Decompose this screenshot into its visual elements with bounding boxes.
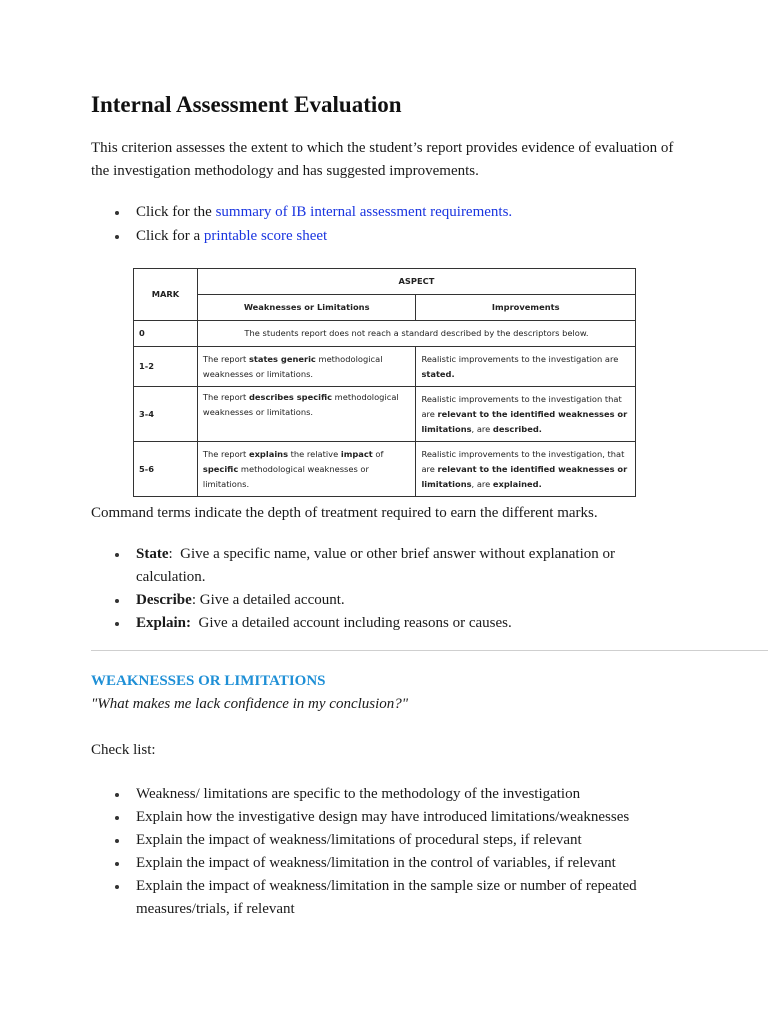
text-run: methodological weaknesses or limitations. — [202, 392, 399, 417]
text-run: Realistic improvements to the investigation that are — [421, 393, 622, 419]
weakness-descriptor-cell — [197, 442, 416, 497]
link-prefix: Click for a — [136, 228, 204, 244]
mark-header: MARK — [134, 269, 198, 321]
command-term: Explain: — [136, 615, 192, 631]
weaknesses-column-header: Weaknesses or Limitations — [197, 295, 416, 321]
guiding-question: "What makes me lack confidence in my conclusion?" — [91, 696, 409, 712]
improvement-descriptor-cell — [416, 387, 636, 442]
text-run: Realistic improvements to the investigation are — [421, 353, 619, 364]
list-item — [91, 225, 691, 248]
text-run: of — [372, 448, 384, 459]
text-run: The report — [202, 353, 249, 364]
text-run: Realistic improvements to the investigation, that are — [421, 448, 625, 474]
command-terms-list — [91, 543, 651, 635]
bold-text-run: states generic — [248, 353, 316, 364]
intro-paragraph: This criterion assesses the extent to which the student’s report provides evidence of evaluation of the investigation methodology and has suggested improvements. — [91, 140, 674, 179]
link-prefix: Click for the — [136, 204, 216, 220]
command-terms-intro: Command terms indicate the depth of treatment required to earn the different marks. — [91, 505, 598, 521]
list-item — [91, 612, 651, 635]
text-run: , are — [471, 423, 493, 434]
mark-cell: 5-6 — [134, 442, 198, 497]
evaluation-rubric-table — [133, 268, 636, 497]
text-run: The report — [202, 392, 249, 402]
bold-text-run: explains — [248, 448, 289, 459]
list-item — [91, 589, 651, 612]
list-item: Explain the impact of weakness/limitation in the control of variables, if relevant — [91, 852, 661, 875]
mark-cell: 3-4 — [134, 387, 198, 442]
text-run: the relative — [288, 448, 341, 459]
text-run: methodological weaknesses or limitations. — [202, 463, 369, 489]
term-definition: Give a specific name, value or other brief answer without explanation or calculation. — [136, 546, 616, 585]
weakness-descriptor-cell — [197, 347, 416, 387]
list-item: Explain the impact of weakness/limitation in the sample size or number of repeated measures/trials, if relevant — [91, 875, 661, 921]
text-run: , are — [471, 478, 493, 489]
section-divider — [91, 650, 768, 651]
term-separator: : — [168, 546, 181, 562]
checklist-label: Check list: — [91, 742, 156, 758]
bold-text-run: explained. — [492, 478, 542, 489]
bold-text-run: stated. — [421, 368, 455, 379]
ia-requirements-summary-link[interactable]: summary of IB internal assessment requirements. — [215, 204, 513, 220]
list-item — [91, 201, 691, 224]
bold-text-run: relevant to the identified weaknesses or limitations — [421, 408, 628, 434]
mark-cell: 1-2 — [134, 347, 198, 387]
list-item — [91, 543, 651, 589]
term-definition: Give a detailed account. — [199, 592, 345, 608]
page-title: Internal Assessment Evaluation — [91, 92, 402, 117]
checklist — [91, 783, 661, 921]
text-run: methodological weaknesses or limitations. — [202, 353, 383, 379]
bold-text-run: impact — [340, 448, 373, 459]
command-term: Describe — [136, 592, 192, 608]
list-item: Explain the impact of weakness/limitations of procedural steps, if relevant — [91, 829, 661, 852]
mark-cell: 0 — [134, 321, 198, 347]
bold-text-run: specific — [202, 463, 239, 474]
term-separator: : — [191, 592, 200, 608]
bold-text-run: relevant to the identified weaknesses or limitations — [421, 463, 628, 489]
bold-text-run: describes specific — [248, 392, 333, 402]
printable-score-sheet-link[interactable]: printable score sheet — [203, 228, 328, 244]
term-definition: Give a detailed account including reasons or causes. — [198, 615, 512, 631]
bold-text-run: described. — [492, 423, 542, 434]
descriptor-cell: The students report does not reach a standard described by the descriptors below. — [197, 321, 635, 347]
text-run: The report — [202, 448, 249, 459]
improvement-descriptor-cell — [416, 347, 636, 387]
improvement-descriptor-cell — [416, 442, 636, 497]
section-heading: WEAKNESSES OR LIMITATIONS — [91, 673, 326, 689]
weakness-descriptor-cell — [197, 387, 416, 442]
term-separator — [191, 615, 199, 631]
resource-links-list — [91, 201, 691, 249]
command-term: State — [136, 546, 169, 562]
list-item: Explain how the investigative design may have introduced limitations/weaknesses — [91, 806, 661, 829]
improvements-column-header: Improvements — [416, 295, 636, 321]
aspect-header: ASPECT — [197, 269, 635, 295]
list-item: Weakness/ limitations are specific to the methodology of the investigation — [91, 783, 661, 806]
